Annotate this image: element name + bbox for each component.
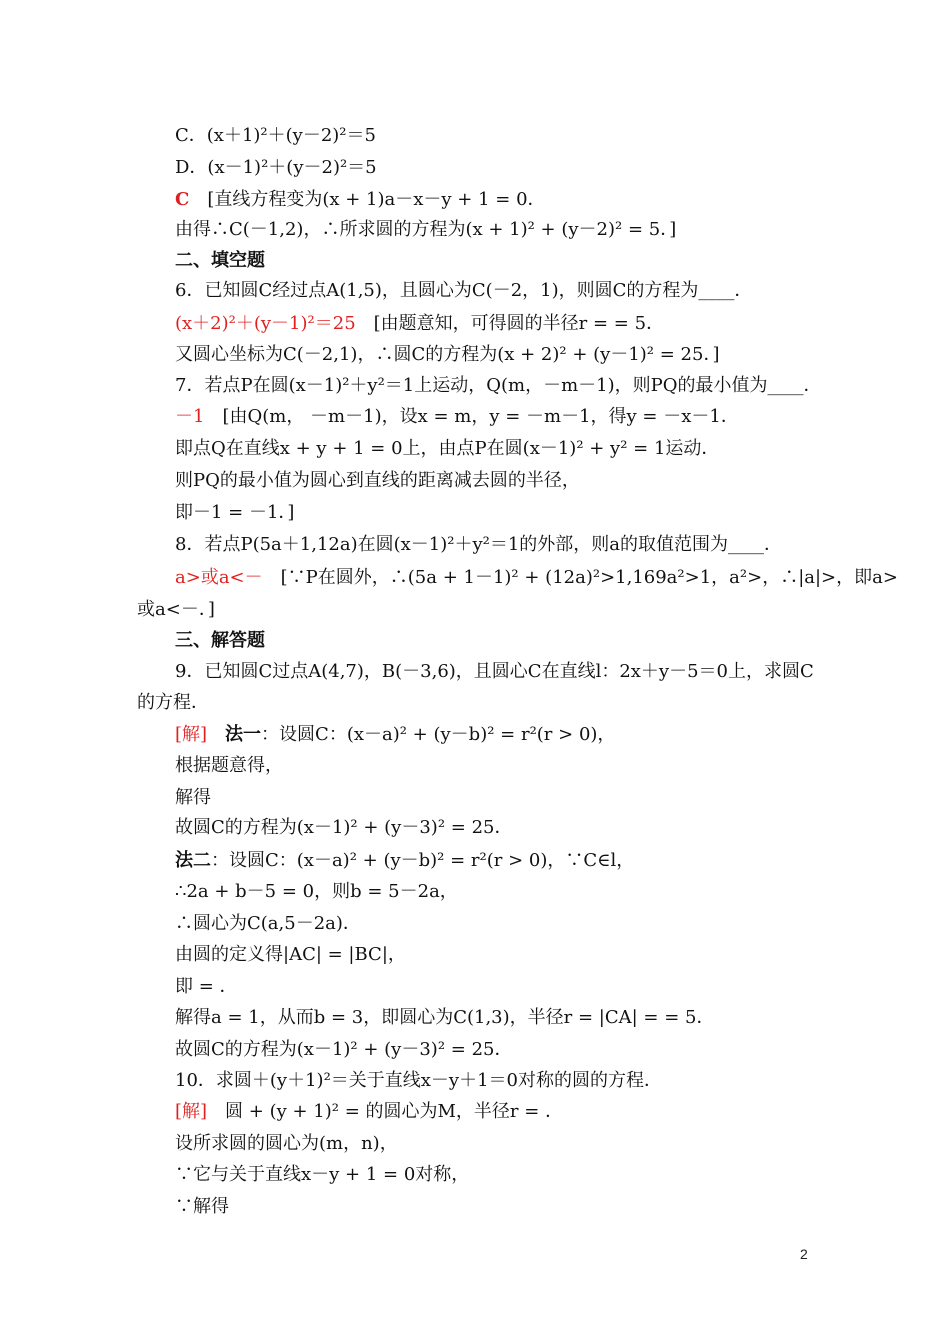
text-line-l23 — [175, 815, 815, 841]
section-heading: 法二 — [175, 850, 211, 871]
text-run: ∵解得 — [175, 1196, 229, 1217]
text-run: ：设圆C：(x－a)² + (y－b)² = r²(r > 0)，∵C∈l， — [211, 850, 635, 871]
text-run — [207, 724, 225, 745]
text-run: ：设圆C：(x－a)² + (y－b)² = r²(r > 0)， — [261, 724, 616, 745]
text-line-l17 — [175, 628, 815, 654]
text-line-l12 — [175, 468, 815, 494]
text-run: 10．求圆＋(y＋1)²＝关于直线x－y＋1＝0对称的圆的方程． — [175, 1070, 663, 1091]
text-run: 根据题意得， — [175, 755, 283, 776]
text-line-l19 — [137, 690, 815, 716]
text-line-l04 — [175, 217, 815, 243]
text-line-l31 — [175, 1068, 815, 1094]
text-run: 8．若点P(5a＋1,12a)在圆(x－1)²＋y²＝1的外部，则a的取值范围为____． — [175, 534, 783, 555]
text-line-l22 — [175, 785, 815, 811]
text-run: 7．若点P在圆(x－1)²＋y²＝1上运动，Q(m，－m－1)，则PQ的最小值为____． — [175, 375, 822, 396]
text-line-l29 — [175, 1005, 815, 1031]
text-run: 设所求圆的圆心为(m，n)， — [175, 1133, 398, 1154]
text-run: 9．已知圆C过点A(4,7)，B(－3,6)，且圆心C在直线l：2x＋y－5＝0上，求圆C — [175, 661, 814, 682]
text-line-l16 — [137, 597, 815, 623]
text-line-l03 — [175, 187, 815, 213]
text-run: 的方程． — [137, 692, 209, 713]
text-run: 故圆C的方程为(x－1)² + (y－3)² = 25． — [175, 817, 513, 838]
text-line-l24 — [175, 848, 815, 874]
text-run: 由得∴C(－1,2)，∴所求圆的方程为(x + 1)² + (y－2)² = 5．] — [175, 219, 677, 240]
text-line-l26 — [175, 911, 815, 937]
text-run: 则PQ的最小值为圆心到直线的距离减去圆的半径， — [175, 470, 580, 491]
text-line-l35 — [175, 1194, 815, 1220]
text-run: ∵它与关于直线x－y + 1 = 0对称， — [175, 1164, 470, 1185]
text-line-l18 — [175, 659, 815, 685]
answer-label: [解] — [175, 1101, 208, 1122]
text-run: 或a<－．] — [137, 599, 215, 620]
text-line-l33 — [175, 1131, 815, 1157]
text-line-l08 — [175, 342, 815, 368]
text-run: 即－1 = －1．] — [175, 502, 295, 523]
text-line-l11 — [175, 436, 815, 462]
text-run: 解得 — [175, 787, 211, 808]
text-run: [由题意知，可得圆的半径r = = 5． — [355, 313, 665, 334]
text-line-l02 — [175, 155, 815, 181]
text-run: ∴2a + b－5 = 0，则b = 5－2a， — [175, 881, 458, 902]
text-line-l09 — [175, 373, 822, 399]
answer-label: －1 — [175, 406, 205, 427]
text-run: 故圆C的方程为(x－1)² + (y－3)² = 25． — [175, 1039, 513, 1060]
text-line-l01 — [175, 123, 815, 149]
answer-label: a>或a<－ — [175, 567, 263, 588]
text-line-l14 — [175, 532, 815, 558]
text-line-l28 — [175, 974, 815, 1000]
text-run: 圆 + (y + 1)² = 的圆心为M，半径r = ． — [207, 1101, 564, 1122]
text-line-l10 — [175, 404, 815, 430]
text-line-l06 — [175, 278, 815, 304]
text-line-l07 — [175, 311, 815, 337]
section-heading: 三、解答题 — [175, 630, 265, 651]
text-run: [由Q(m， －m－1)，设x = m，y = －m－1，得y = －x－1． — [204, 406, 739, 427]
page-number: 2 — [800, 1246, 808, 1262]
section-heading: 法一 — [225, 724, 262, 745]
section-heading: 二、填空题 — [175, 250, 265, 271]
text-line-l15 — [175, 565, 898, 591]
text-run: 解得a = 1，从而b = 3，即圆心为C(1,3)，半径r = |CA| = = 5． — [175, 1007, 715, 1028]
text-line-l21 — [175, 753, 815, 779]
text-run: 由圆的定义得|AC| = |BC|， — [175, 944, 406, 965]
text-run: 即 = ． — [175, 976, 238, 997]
text-line-l27 — [175, 942, 815, 968]
text-run: [直线方程变为(x + 1)a－x－y + 1 = 0． — [189, 189, 546, 210]
answer-label: C — [175, 189, 190, 210]
text-line-l20 — [175, 722, 815, 748]
answer-label: [解] — [175, 724, 208, 745]
text-run: 又圆心坐标为C(－2,1)，∴圆C的方程为(x + 2)² + (y－1)² = 25．] — [175, 344, 720, 365]
text-run: ∴圆心为C(a,5－2a)． — [175, 913, 361, 934]
text-line-l34 — [175, 1162, 815, 1188]
text-line-l13 — [175, 500, 815, 526]
text-run: D．(x－1)²＋(y－2)²＝5 — [175, 157, 377, 178]
text-line-l30 — [175, 1037, 815, 1063]
text-run: 即点Q在直线x + y + 1 = 0上，由点P在圆(x－1)² + y² = 1运动． — [175, 438, 720, 459]
text-run: C．(x＋1)²＋(y－2)²＝5 — [175, 125, 376, 146]
text-line-l32 — [175, 1099, 815, 1125]
text-line-l05 — [175, 248, 815, 274]
answer-label: (x＋2)²＋(y－1)²＝25 — [175, 313, 356, 334]
text-run: 6．已知圆C经过点A(1,5)，且圆心为C(－2，1)，则圆C的方程为____． — [175, 280, 753, 301]
text-run: [∵P在圆外，∴(5a + 1－1)² + (12a)²>1,169a²>1，a²>，∴|a|>，即a> — [262, 567, 898, 588]
text-line-l25 — [175, 879, 815, 905]
